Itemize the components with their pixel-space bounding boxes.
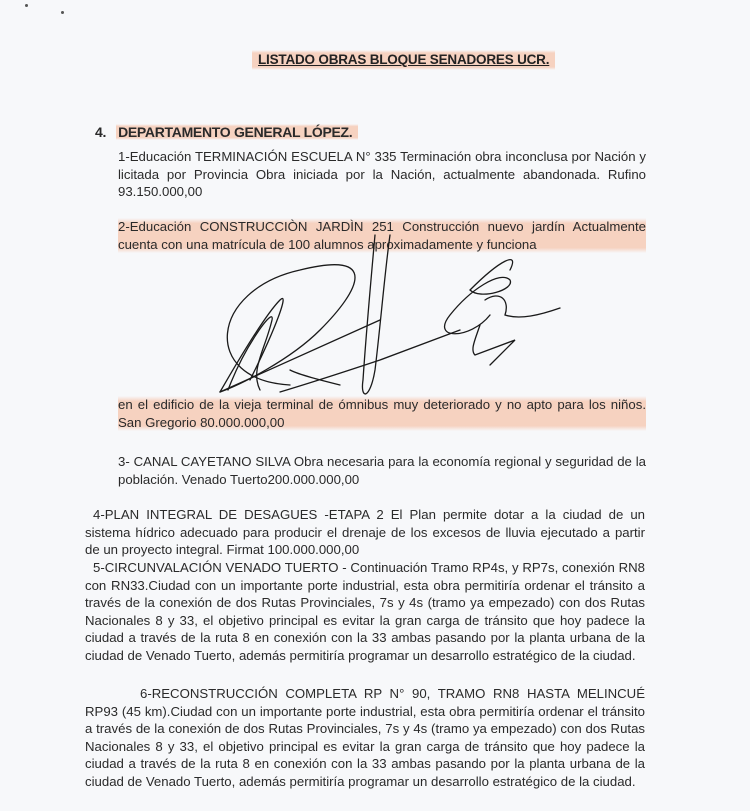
- item-text: 3- CANAL CAYETANO SILVA Obra necesaria para la economía regional y seguridad de la población. Venado Tuerto200.000.000,00: [118, 454, 646, 487]
- item-3-canal-cayetano-silva: [118, 453, 646, 488]
- item-4-plan-integral-desagues: [85, 506, 645, 559]
- item-text: 6-RECONSTRUCCIÓN COMPLETA RP N° 90, TRAMO RN8 HASTA MELINCUÉ RP93 (45 km).Ciudad con un importante porte industrial, esta obra permitiría ordenar el tránsito a través de la conexión de dos Rutas Provinciales, 7s y 4s (tramo ya empezado) con dos Rutas Nacionales 8 y 33, el objetivo principal es evitar la gran carga de tránsito que hoy padece la ciudad a través de la ruta 8 en conexión con la 33 ambas pasando por la planta urbana de la ciudad de Venado Tuerto, además permitiría programar un desarrollo estratégico de la ciudad.: [85, 686, 645, 789]
- scan-speck: [61, 11, 64, 14]
- item-text: 4-PLAN INTEGRAL DE DESAGUES -ETAPA 2 El Plan permite dotar a la ciudad de un sistema hídrico adecuado para producir el drenaje de los excesos de lluvia ejecutado a partir de un proyecto integral. Firmat 100.000.000,00: [85, 507, 645, 558]
- item-2-education-kindergarten-251-part1: [118, 218, 646, 253]
- item-text: en el edificio de la vieja terminal de ómnibus muy deteriorado y no apto para los niños. San Gregorio 80.000.000,00: [118, 397, 646, 430]
- department-heading: [95, 122, 358, 142]
- document-title: LISTADO OBRAS BLOQUE SENADORES UCR.: [252, 50, 555, 70]
- item-text: 1-Educación TERMINACIÓN ESCUELA N° 335 Terminación obra inconclusa por Nación y licitada por Provincia Obra iniciada por la Nación, actualmente abandonada. Rufino 93.150.000,00: [118, 149, 646, 200]
- handwritten-signatures: [180, 230, 600, 405]
- item-6-reconstruccion-rp90: [85, 685, 645, 791]
- scan-speck: [25, 4, 28, 7]
- item-text: 2-Educación CONSTRUCCIÒN JARDÌN 251 Construcción nuevo jardín Actualmente cuenta con una matrícula de 100 alumnos aproximadamente y funciona: [118, 219, 646, 252]
- item-2-education-kindergarten-251-part2: [118, 396, 646, 431]
- item-5-circunvalacion-venado-tuerto: [85, 559, 645, 665]
- department-name: DEPARTAMENTO GENERAL LÓPEZ.: [116, 124, 358, 140]
- item-1-education-school-335: [118, 148, 646, 201]
- item-text: 5-CIRCUNVALACIÓN VENADO TUERTO - Continuación Tramo RP4s, y RP7s, conexión RN8 con RN33.Ciudad con un importante porte industrial, esta obra permitiría ordenar el tránsito a través de la conexión de dos Rutas Provinciales, 7s y 4s (tramo ya empezado) con dos Rutas Nacionales 8 y 33, el objetivo principal es evitar la gran carga de tránsito que hoy padece la ciudad a través de la ruta 8 en conexión con la 33 ambas pasando por la planta urbana de la ciudad de Venado Tuerto, además permitiría programar un desarrollo estratégico de la ciudad.: [85, 560, 645, 663]
- department-number: 4.: [95, 124, 107, 140]
